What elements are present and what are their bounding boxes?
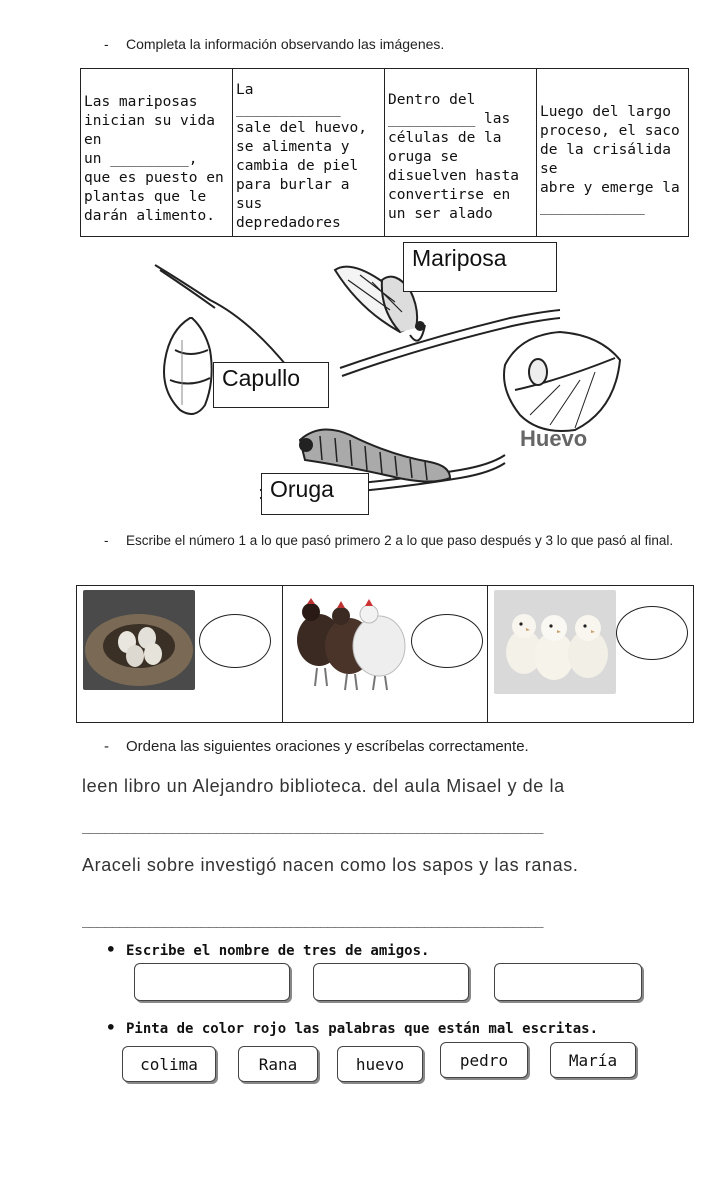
word-maria[interactable]: María	[550, 1042, 636, 1078]
word-huevo[interactable]: huevo	[337, 1046, 423, 1082]
instruction-friends: • Escribe el nombre de tres de amigos.	[106, 940, 430, 959]
label-huevo: Huevo	[520, 426, 588, 451]
instruction-order-numbers: - Escribe el número 1 a lo que pasó primero 2 a lo que paso después y 3 lo que pasó al final.	[104, 533, 674, 548]
hens-image	[289, 590, 407, 694]
friend-name-box-3[interactable]	[494, 963, 642, 1001]
chicks-image	[494, 590, 616, 694]
order-images-row	[76, 585, 694, 723]
answer-oval-1[interactable]	[199, 614, 271, 668]
cell-hens	[282, 586, 488, 722]
life-cycle-table	[80, 68, 689, 237]
cell-chicks	[487, 586, 693, 722]
nest-eggs-image	[83, 590, 195, 690]
answer-oval-2[interactable]	[411, 614, 483, 668]
instruction-order-sentences: - Ordena las siguientes oraciones y escríbelas correctamente.	[104, 738, 529, 755]
stage-chrysalis-text: Dentro del __________ las células de la oruga se disuelven hasta convertirse en un ser alado	[384, 69, 536, 236]
word-rana[interactable]: Rana	[238, 1046, 318, 1082]
word-colima[interactable]: colima	[122, 1046, 216, 1082]
label-oruga: Oruga	[261, 473, 369, 515]
instruction-complete: - Completa la información observando las imágenes.	[104, 36, 445, 52]
word-pedro[interactable]: pedro	[440, 1042, 528, 1078]
answer-line-1[interactable]: ______________________________________________________________	[82, 818, 543, 834]
answer-oval-3[interactable]	[616, 606, 688, 660]
friend-name-box-1[interactable]	[134, 963, 290, 1001]
life-cycle-illustration	[120, 240, 640, 515]
stage-butterfly-text: Luego del largo proceso, el saco de la crisálida se abre y emerge la ____________	[536, 69, 688, 236]
instruction-paint-words: • Pinta de color rojo las palabras que están mal escritas.	[106, 1018, 599, 1037]
stage-egg-text: Las mariposas inician su vida en un _________, que es puesto en plantas que le darán alimento.	[84, 94, 224, 224]
cell-nest	[77, 586, 282, 722]
friend-name-box-2[interactable]	[313, 963, 469, 1001]
label-capullo: Capullo	[213, 362, 329, 408]
stage-caterpillar-text: La ____________ sale del huevo, se alimenta y cambia de piel para burlar a sus depredadores	[232, 69, 384, 236]
label-mariposa: Mariposa	[403, 242, 557, 292]
answer-line-2[interactable]: ______________________________________________________________	[82, 912, 543, 928]
sentence-1: leen libro un Alejandro biblioteca. del aula Misael y de la	[82, 776, 565, 796]
sentence-2: Araceli sobre investigó nacen como los sapos y las ranas.	[82, 855, 579, 875]
